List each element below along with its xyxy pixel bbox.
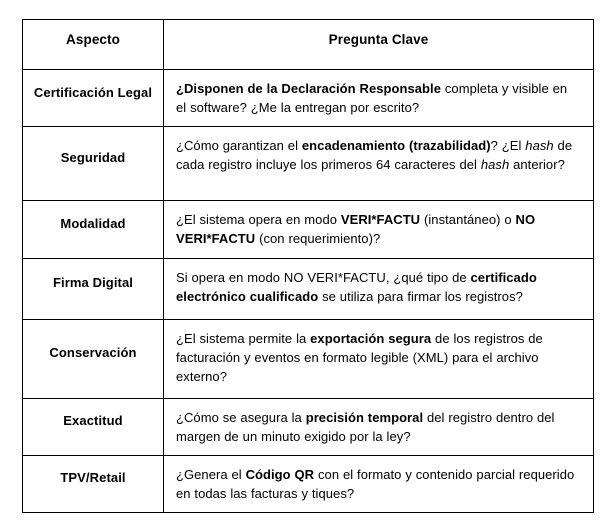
aspect-label: TPV/Retail <box>60 470 126 486</box>
aspect-cell <box>23 319 164 398</box>
question-cell <box>164 200 594 258</box>
question-text: ¿El sistema permite la exportación segura de los registros de facturación y eventos en formato legible (XML) para el archivo externo? <box>176 330 543 384</box>
question-text: ¿Cómo garantizan el encadenamiento (trazabilidad)? ¿El hash de cada registro incluye los primeros 64 caracteres del hash anterior? <box>176 137 573 172</box>
aspect-label: Seguridad <box>60 149 126 165</box>
table-row <box>23 200 594 258</box>
table-body <box>23 20 594 513</box>
question-cell <box>164 70 594 127</box>
aspect-label: Exactitud <box>63 413 123 429</box>
question-cell <box>164 398 594 455</box>
table-row <box>23 126 594 200</box>
table-row <box>23 319 594 398</box>
aspect-cell <box>23 126 164 200</box>
table-header-row <box>23 20 594 70</box>
aspect-label: Modalidad <box>60 215 126 231</box>
table-row <box>23 70 594 127</box>
question-text: ¿Disponen de la Declaración Responsable completa y visible en el software? ¿Me la entregan por escrito? <box>176 81 568 115</box>
aspect-cell <box>23 70 164 127</box>
table-header-cell-pregunta <box>164 20 594 70</box>
aspect-cell <box>23 200 164 258</box>
table-row <box>23 398 594 455</box>
table-row <box>23 455 594 512</box>
question-text: ¿El sistema opera en modo VERI*FACTU (instantáneo) o NO VERI*FACTU (con requerimiento)? <box>176 211 536 246</box>
question-cell <box>164 126 594 200</box>
aspect-label: Firma Digital <box>52 275 134 291</box>
column-header-pregunta-clave: Pregunta Clave <box>328 32 429 47</box>
question-cell <box>164 319 594 398</box>
aspect-cell <box>23 258 164 319</box>
question-text: Si opera en modo NO VERI*FACTU, ¿qué tipo de certificado electrónico cualificado se utiliza para firmar los registros? <box>176 269 537 304</box>
table-row <box>23 258 594 319</box>
question-text: ¿Cómo se asegura la precisión temporal del registro dentro del margen de un minuto exigido por la ley? <box>176 409 555 444</box>
question-cell <box>164 258 594 319</box>
aspect-label: Certificación Legal <box>33 84 153 100</box>
requirements-table <box>22 19 594 513</box>
question-text: ¿Genera el Código QR con el formato y contenido parcial requerido en todas las facturas y tiques? <box>176 466 575 501</box>
aspect-cell <box>23 398 164 455</box>
question-cell <box>164 455 594 512</box>
aspect-cell <box>23 455 164 512</box>
column-header-aspecto: Aspecto <box>66 32 120 47</box>
aspect-label: Conservación <box>49 345 137 361</box>
table-header-cell-aspecto <box>23 20 164 70</box>
